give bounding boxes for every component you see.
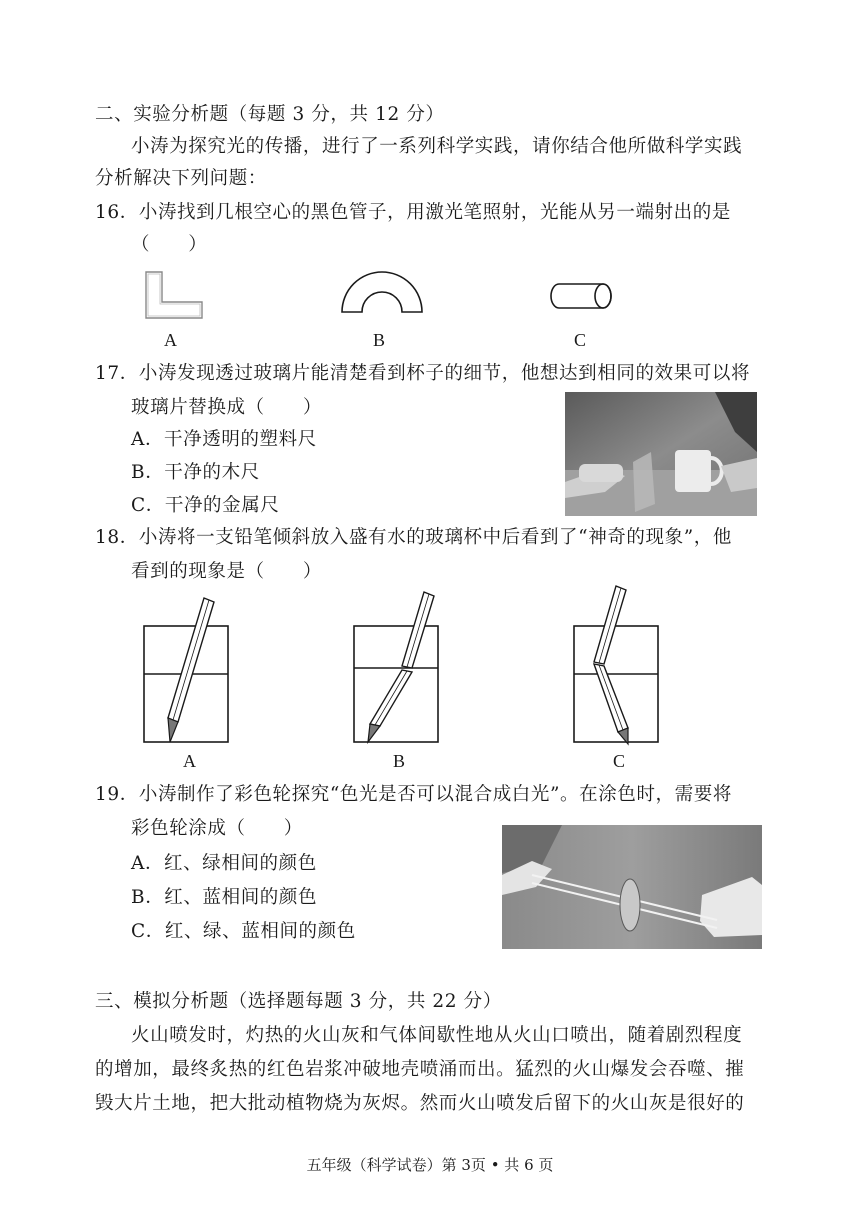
q17-option-c: C．干净的金属尺 <box>131 495 280 516</box>
q18-label-b: B <box>393 751 406 771</box>
q16-l-shaped-tube-figure <box>140 268 210 324</box>
section-3-paragraph-line-1: 火山喷发时，灼热的火山灰和气体间歇性地从火山口喷出，随着剧烈程度 <box>131 1025 743 1046</box>
q18-label-c: C <box>613 751 626 771</box>
q16-straight-tube-figure <box>547 280 617 316</box>
q18-pencil-figure-a <box>140 596 240 748</box>
q19-stem-line-1: 19．小涛制作了彩色轮探究“色光是否可以混合成白光”。在涂色时，需要将 <box>95 784 732 805</box>
q18-stem-line-2: 看到的现象是（ ） <box>131 561 323 582</box>
section-3-paragraph-line-3: 毁大片土地，把大批动植物烧为灰烬。然而火山喷发后留下的火山灰是很好的 <box>95 1093 745 1114</box>
q18-pencil-figure-c <box>570 584 670 748</box>
q16-stem-line-1: 16．小涛找到几根空心的黑色管子，用激光笔照射，光能从另一端射出的是 <box>95 202 731 223</box>
q16-label-c: C <box>574 330 587 350</box>
section-3-paragraph-line-2: 的增加，最终炙热的红色岩浆冲破地壳喷涌而出。猛烈的火山爆发会吞噬、摧 <box>95 1059 745 1080</box>
q18-stem-line-1: 18．小涛将一支铅笔倾斜放入盛有水的玻璃杯中后看到了“神奇的现象”，他 <box>95 527 732 548</box>
q19-stem-line-2: 彩色轮涂成（ ） <box>131 818 303 839</box>
q17-option-a: A．干净透明的塑料尺 <box>131 429 317 450</box>
q17-stem-line-1: 17．小涛发现透过玻璃片能清楚看到杯子的细节，他想达到相同的效果可以将 <box>95 363 751 384</box>
q16-label-a: A <box>164 330 177 350</box>
page-footer: 五年级（科学试卷）第 3页 • 共 6 页 <box>306 1156 554 1174</box>
section-3-heading: 三、模拟分析题（选择题每题 3 分，共 22 分） <box>95 991 502 1012</box>
q19-option-c: C．红、绿、蓝相间的颜色 <box>131 921 356 942</box>
q18-label-a: A <box>183 751 196 771</box>
q16-arch-tube-figure <box>338 268 428 318</box>
q19-option-a: A．红、绿相间的颜色 <box>131 853 317 874</box>
q19-color-wheel-photo <box>502 825 762 949</box>
q17-stem-line-2: 玻璃片替换成（ ） <box>131 397 323 418</box>
q16-stem-line-2: （ ） <box>131 234 208 255</box>
section-2-intro-line-1: 小涛为探究光的传播，进行了一系列科学实践，请你结合他所做科学实践 <box>131 136 743 157</box>
q17-glass-and-cup-photo <box>565 392 757 516</box>
section-2-intro-line-2: 分析解决下列问题： <box>95 168 267 189</box>
q17-option-b: B．干净的木尺 <box>131 462 260 483</box>
section-2-heading: 二、实验分析题（每题 3 分，共 12 分） <box>95 104 445 125</box>
q18-pencil-figure-b <box>350 590 450 748</box>
q19-option-b: B．红、蓝相间的颜色 <box>131 887 318 908</box>
q16-label-b: B <box>373 330 386 350</box>
